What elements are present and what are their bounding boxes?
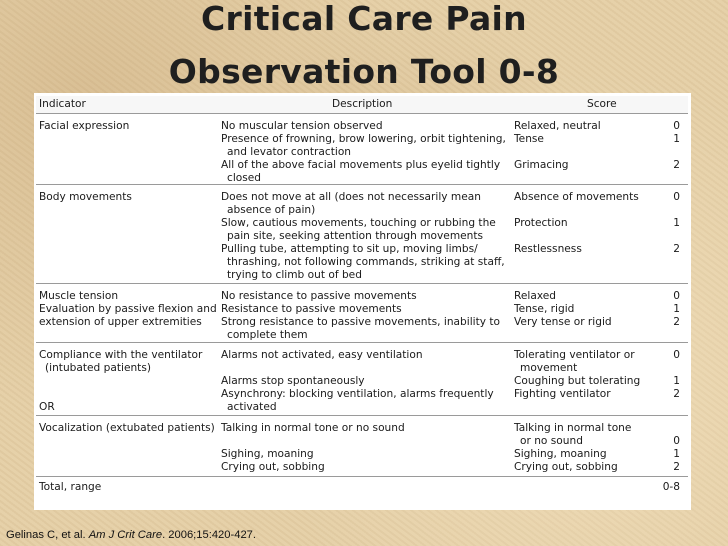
score-value: 0: [673, 120, 680, 132]
score-label-line: Relaxed, neutral: [514, 120, 601, 132]
description-line: thrashing, not following commands, striking at staff,: [227, 256, 505, 268]
score-value: 1: [673, 303, 680, 315]
labels-cell: [514, 422, 644, 474]
labels-cell: [514, 290, 644, 329]
score-value: 2: [673, 461, 680, 473]
scores-cell: [660, 422, 680, 474]
description-line: No resistance to passive movements: [221, 290, 417, 302]
description-line: Alarms not activated, easy ventilation: [221, 349, 423, 361]
slide-title-line-2: Observation Tool 0-8: [168, 52, 560, 91]
score-label-line: [514, 230, 644, 243]
indicator-cell: [39, 349, 219, 414]
score-value: 0: [673, 290, 680, 302]
score-label-line: Absence of movements: [514, 191, 639, 203]
citation-details: . 2006;15:420-427.: [162, 529, 256, 541]
description-cell: [221, 191, 511, 282]
total-score: 0-8: [662, 481, 680, 493]
description-line: No muscular tension observed: [221, 120, 383, 132]
citation-journal: Am J Crit Care: [88, 529, 163, 541]
score-value: 0: [673, 349, 680, 361]
score-value: 1: [673, 133, 680, 145]
score-label-line: Tolerating ventilator or: [514, 349, 635, 361]
cpot-table-panel: [34, 93, 691, 510]
scores-cell: [660, 349, 680, 401]
score-label-line: Relaxed: [514, 290, 557, 302]
score-value: 1: [673, 217, 680, 229]
citation: [6, 529, 256, 541]
description-cell: [221, 422, 511, 474]
score-value: 1: [673, 448, 680, 460]
description-line: Sighing, moaning: [221, 448, 314, 460]
score-value: 1: [673, 375, 680, 387]
indicator-line: extension of upper extremities: [39, 316, 202, 328]
score-label-line: movement: [520, 362, 578, 374]
indicator-line: Vocalization (extubated patients): [39, 422, 215, 434]
score-label-line: Restlessness: [514, 243, 582, 255]
score-label-line: or no sound: [520, 435, 583, 447]
score-value: [660, 146, 680, 159]
score-value: [660, 230, 680, 243]
scores-cell: [660, 191, 680, 256]
score-value: [660, 362, 680, 375]
description-line: trying to climb out of bed: [227, 269, 362, 281]
indicator-cell: [39, 422, 219, 435]
score-value: 2: [673, 316, 680, 328]
scores-cell: [660, 290, 680, 329]
score-value: 0: [673, 435, 680, 447]
description-line: and levator contraction: [227, 146, 352, 158]
score-label-line: Very tense or rigid: [514, 316, 612, 328]
indicator-cell: [39, 290, 219, 329]
indicator-line: [39, 388, 219, 401]
description-cell: [221, 349, 511, 414]
description-line: Talking in normal tone or no sound: [221, 422, 405, 434]
description-line: [221, 435, 511, 448]
score-label-line: Protection: [514, 217, 568, 229]
description-cell: [221, 290, 511, 342]
score-label-line: [514, 146, 644, 159]
description-line: activated: [227, 401, 277, 413]
indicator-line: Evaluation by passive flexion and: [39, 303, 217, 315]
description-line: Pulling tube, attempting to sit up, moving limbs/: [221, 243, 478, 255]
total-label: Total, range: [39, 481, 102, 493]
indicator-line: Facial expression: [39, 120, 130, 132]
description-line: All of the above facial movements plus eyelid tightly: [221, 159, 501, 171]
score-label-line: Fighting ventilator: [514, 388, 611, 400]
description-cell: [221, 120, 511, 185]
description-line: Asynchrony: blocking ventilation, alarms frequently: [221, 388, 494, 400]
description-line: Resistance to passive movements: [221, 303, 402, 315]
score-label-line: Tense, rigid: [514, 303, 575, 315]
labels-cell: [514, 349, 644, 401]
table-header: [36, 96, 688, 114]
table-row-ventilator-compliance: [36, 343, 688, 416]
table-row-facial-expression: [36, 114, 688, 185]
score-value: 2: [673, 243, 680, 255]
score-label-line: Tense: [514, 133, 544, 145]
labels-cell: [514, 191, 644, 256]
description-line: closed: [227, 172, 262, 184]
cpot-table: [36, 96, 688, 499]
score-label-line: [514, 204, 644, 217]
table-row-body-movements: [36, 185, 688, 284]
score-value: 2: [673, 388, 680, 400]
score-label-line: Sighing, moaning: [514, 448, 607, 460]
description-line: Presence of frowning, brow lowering, orbit tightening,: [221, 133, 506, 145]
header-score: Score: [587, 98, 617, 110]
indicator-cell: [39, 191, 219, 204]
score-value: [660, 422, 680, 435]
description-line: Slow, cautious movements, touching or rubbing the: [221, 217, 496, 229]
description-line: Does not move at all (does not necessarily mean: [221, 191, 481, 203]
labels-cell: [514, 120, 644, 172]
table-row-vocalization: [36, 416, 688, 477]
citation-authors: Gelinas C, et al.: [6, 529, 89, 541]
score-label-line: Talking in normal tone: [514, 422, 632, 434]
description-line: Crying out, sobbing: [221, 461, 325, 473]
indicator-line: Compliance with the ventilator: [39, 349, 203, 361]
table-row-muscle-tension: [36, 284, 688, 343]
table-row-total: [36, 477, 688, 499]
description-line: absence of pain): [227, 204, 316, 216]
header-description: Description: [332, 98, 393, 110]
scores-cell: [660, 120, 680, 172]
description-line: Strong resistance to passive movements, inability to: [221, 316, 501, 328]
indicator-line: OR: [39, 401, 55, 413]
score-value: 0: [673, 191, 680, 203]
slide-title-line-1: Critical Care Pain: [201, 0, 527, 38]
description-line: Alarms stop spontaneously: [221, 375, 365, 387]
indicator-line: (intubated patients): [45, 362, 151, 374]
indicator-line: Body movements: [39, 191, 132, 203]
score-label-line: Crying out, sobbing: [514, 461, 618, 473]
indicator-cell: [39, 120, 219, 133]
description-line: pain site, seeking attention through movements: [227, 230, 484, 242]
indicator-line: Muscle tension: [39, 290, 119, 302]
header-indicator: Indicator: [39, 98, 86, 110]
description-line: complete them: [227, 329, 308, 341]
score-value: 2: [673, 159, 680, 171]
description-line: [221, 362, 511, 375]
score-value: [660, 204, 680, 217]
score-label-line: Coughing but tolerating: [514, 375, 641, 387]
score-label-line: Grimacing: [514, 159, 569, 171]
indicator-line: [39, 375, 219, 388]
